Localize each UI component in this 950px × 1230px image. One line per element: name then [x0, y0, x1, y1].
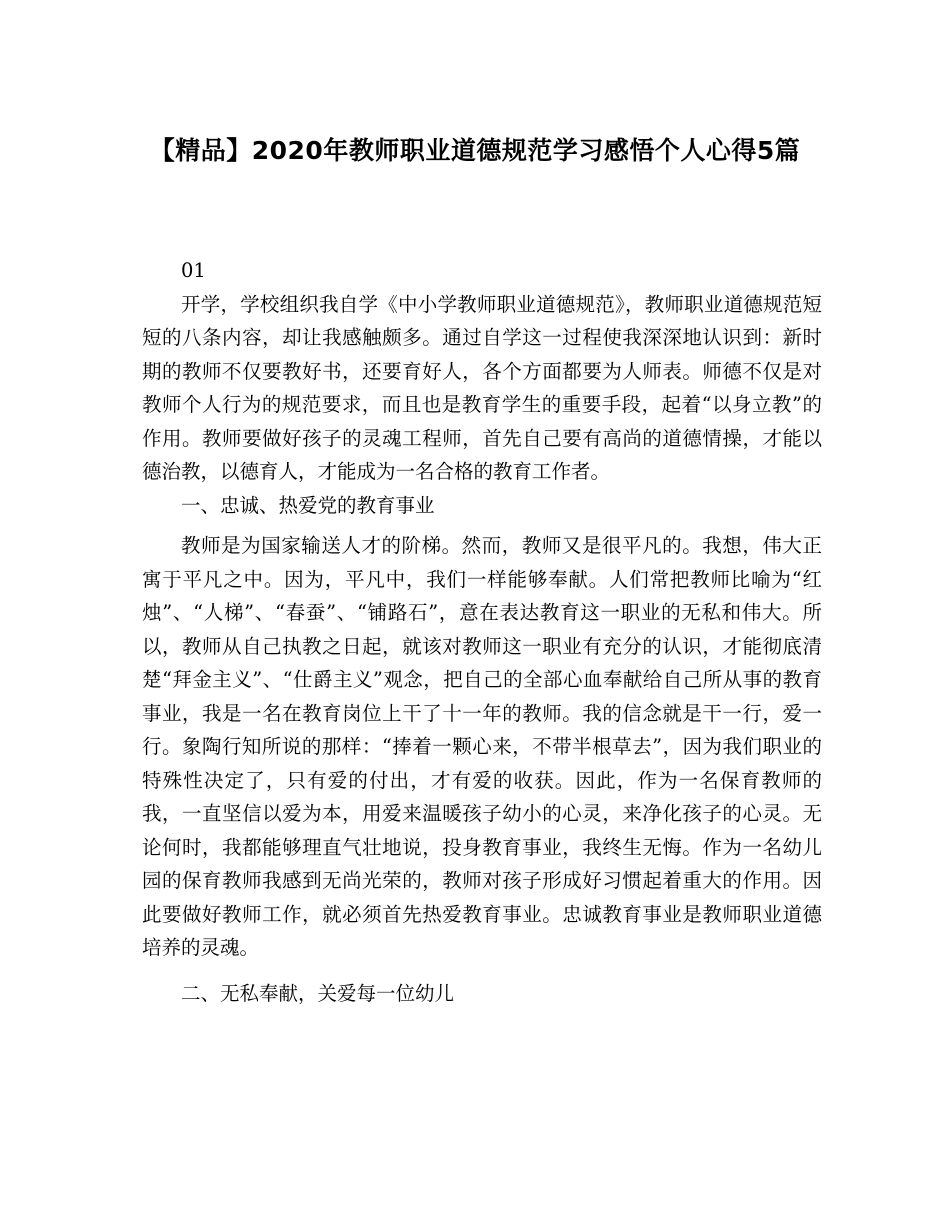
- heading-dedication: 二、无私奉献，关爱每一位幼儿: [181, 981, 455, 1005]
- heading-loyalty: 一、忠诚、热爱党的教育事业: [181, 493, 435, 517]
- paragraph-intro: 开学，学校组织我自学《中小学教师职业道德规范》，教师职业道德规范短短的八条内容，却让我感触颇多。通过自学这一过程使我深深地认识到：新时期的教师不仅要教好书，还要育好人，各个方面都要为人师表。师德不仅是对教师个人行为的规范要求，而且也是教育学生的重要手段，起着“以身立教”的作用。教师要做好孩子的灵魂工程师，首先自己要有高尚的道德情操，才能以德治教，以德育人，才能成为一名合格的教育工作者。: [142, 292, 822, 483]
- section-number: 01: [181, 259, 206, 282]
- document-body: [142, 254, 822, 1010]
- document-title: 【精品】2020年教师职业道德规范学习感悟个人心得5篇: [149, 136, 801, 165]
- paragraph-loyalty: 教师是为国家输送人才的阶梯。然而，教师又是很平凡的。我想，伟大正寓于平凡之中。因为，平凡中，我们一样能够奉献。人们常把教师比喻为“红烛”、“人梯”、“春蚕”、“铺路石”，意在表达教育这一职业的无私和伟大。所以，教师从自己执教之日起，就该对教师这一职业有充分的认识，才能彻底清楚“拜金主义”、“仕爵主义”观念，把自己的全部心血奉献给自己所从事的教育事业，我是一名在教育岗位上干了十一年的教师。我的信念就是干一行，爱一行。象陶行知所说的那样：“捧着一颗心来，不带半根草去”，因为我们职业的特殊性决定了，只有爱的付出，才有爱的收获。因此，作为一名保育教师的我，一直坚信以爱为本，用爱来温暖孩子幼小的心灵，来净化孩子的心灵。无论何时，我都能够理直气壮地说，投身教育事业，我终生无悔。作为一名幼儿园的保育教师我感到无尚光荣的，教师对孩子形成好习惯起着重大的作用。因此要做好教师工作，就必须首先热爱教育事业。忠诚教育事业是教师职业道德培养的灵魂。: [142, 534, 822, 959]
